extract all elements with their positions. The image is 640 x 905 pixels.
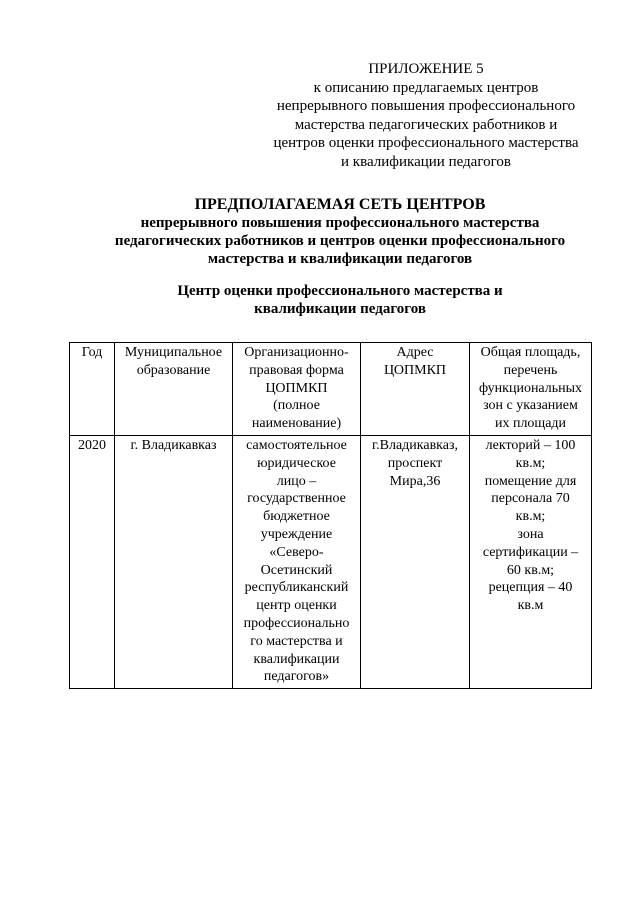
appendix-line: к описанию предлагаемых центров — [313, 79, 539, 96]
header-text: образование — [136, 362, 211, 378]
document-subtitle — [40, 282, 640, 318]
header-text: ЦОПМКП — [265, 380, 328, 396]
cell-text: 60 кв.м; — [506, 562, 555, 578]
cell-text: 2020 — [78, 437, 106, 453]
centers-table — [69, 342, 592, 689]
cell-text: кв.м — [517, 598, 544, 614]
cell-text: лекторий – 100 — [485, 437, 576, 453]
table-header-row — [70, 343, 592, 436]
cell-text: г. Владикавказ — [130, 437, 217, 453]
cell-municipality — [115, 435, 233, 688]
cell-area — [470, 435, 592, 688]
header-text: правовая форма — [249, 362, 344, 378]
cell-text: помещение для — [484, 473, 577, 489]
header-text: зон с указанием — [483, 398, 578, 414]
cell-text: учреждение — [260, 526, 333, 542]
cell-text: профессионально — [243, 615, 350, 631]
header-text: Год — [81, 345, 103, 360]
appendix-line: непрерывного повышения профессионального — [276, 98, 576, 114]
cell-text: рецепция – 40 — [488, 580, 573, 596]
cell-text: сертификации – — [482, 544, 579, 560]
header-text: Адрес — [396, 345, 434, 360]
table-row — [70, 435, 592, 688]
cell-text: юридическое — [257, 455, 336, 471]
cell-text: центр оценки — [256, 598, 337, 614]
cell-text: проспект — [387, 455, 443, 471]
cell-text: педагогов» — [263, 669, 330, 685]
appendix-heading: ПРИЛОЖЕНИЕ 5 — [368, 61, 484, 77]
cell-year — [70, 435, 115, 688]
appendix-line: центров оценки профессионального мастерства — [273, 135, 579, 151]
header-cell-year — [70, 343, 115, 436]
cell-address — [361, 435, 470, 688]
cell-text: государственное — [247, 491, 346, 507]
subtitle-line: квалификации педагогов — [254, 301, 426, 317]
cell-text: кв.м; — [515, 509, 546, 525]
cell-text: кв.м; — [515, 455, 546, 471]
cell-text: го мастерства и — [250, 633, 343, 649]
cell-text: «Северо- — [269, 544, 324, 560]
cell-text: самостоятельное — [246, 437, 347, 453]
header-text: (полное — [273, 398, 320, 414]
title-line: ПРЕДПОЛАГАЕМАЯ СЕТЬ ЦЕНТРОВ — [194, 196, 486, 213]
header-text: Муниципальное — [124, 345, 223, 360]
subtitle-line: Центр оценки профессионального мастерства и — [177, 283, 503, 299]
header-text: Организационно- — [244, 345, 349, 360]
header-text: функциональных — [478, 380, 583, 396]
cell-text: персонала 70 — [491, 491, 570, 507]
appendix-block — [258, 60, 594, 171]
appendix-line: мастерства педагогических работников и — [294, 116, 558, 133]
cell-legal-form — [233, 435, 361, 688]
cell-text: г.Владикавказ, — [371, 437, 459, 453]
header-cell-municipality — [115, 343, 233, 436]
cell-text: бюджетное — [263, 509, 330, 525]
cell-text: республиканский — [244, 580, 349, 596]
title-line: непрерывного повышения профессионального мастерства — [140, 215, 540, 231]
header-text: наименование) — [251, 416, 342, 432]
cell-text: квалификации — [253, 651, 340, 667]
header-text: Общая площадь, — [480, 345, 581, 360]
header-text: ЦОПМКП — [383, 362, 447, 378]
cell-text: Мира,36 — [389, 473, 441, 489]
header-cell-area — [470, 343, 592, 436]
title-line: педагогических работников и центров оценки профессионального — [114, 233, 566, 249]
appendix-line: и квалификации педагогов — [341, 153, 511, 170]
header-text: перечень — [503, 362, 558, 378]
cell-text: Осетинский — [260, 562, 333, 578]
cell-text: зона — [517, 526, 544, 542]
title-line: мастерства и квалификации педагогов — [207, 251, 473, 267]
header-text: их площади — [494, 416, 567, 432]
header-cell-legal-form — [233, 343, 361, 436]
document-title — [40, 196, 640, 268]
header-cell-address — [361, 343, 470, 436]
cell-text: лицо – — [276, 473, 317, 489]
